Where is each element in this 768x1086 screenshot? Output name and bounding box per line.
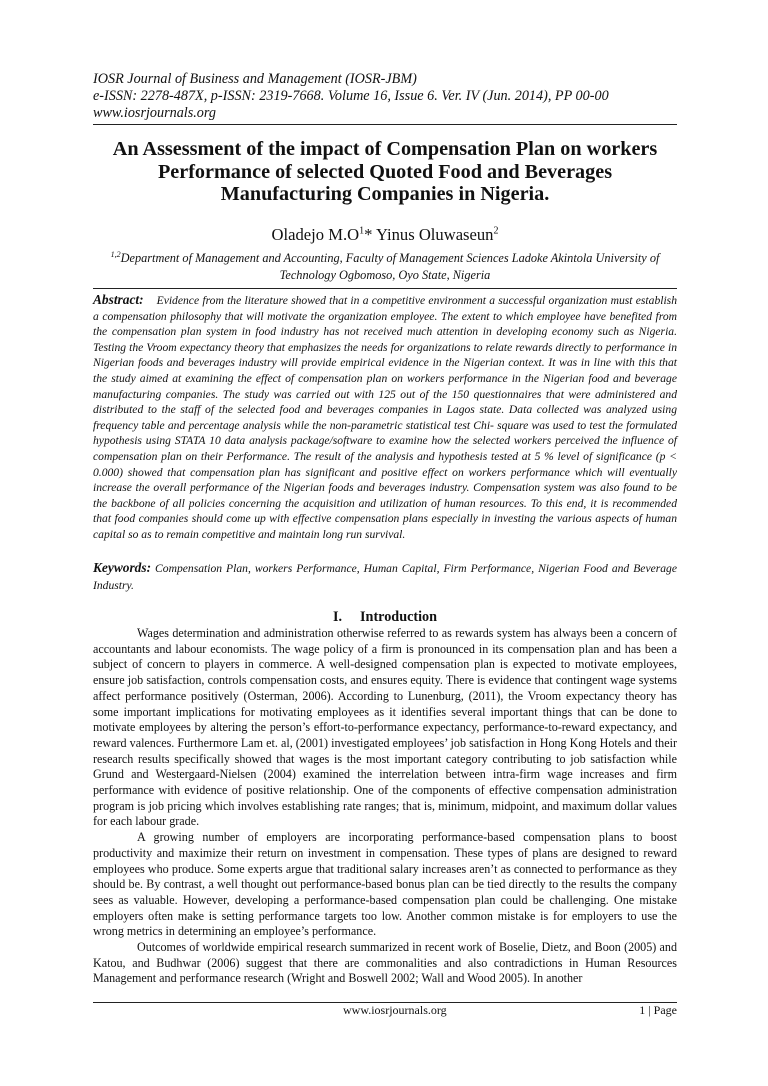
author-1-sup: 1 [359,225,365,237]
title-line-1: An Assessment of the impact of Compensation Plan on workers [112,138,658,160]
journal-header [93,71,683,122]
journal-website[interactable]: www.iosrjournals.org [93,105,216,121]
journal-name: IOSR Journal of Business and Management (IOSR-JBM) [93,71,417,87]
section-title: Introduction [360,609,438,625]
section-number: I. [332,609,343,625]
author-list [93,225,677,245]
affiliation-line-1: Department of Management and Accounting, Faculty of Management Sciences Ladoke Akintola University of [120,251,660,266]
header-rule [93,124,677,125]
title-line-3: Manufacturing Companies in Nigeria. [220,183,550,205]
issn-line: e-ISSN: 2278-487X, p-ISSN: 2319-7668. Volume 16, Issue 6. Ver. IV (Jun. 2014), PP 00-00 [93,88,609,104]
abstract [93,292,677,543]
keywords-label: Keywords: [93,560,152,575]
affiliation-sup: 1,2 [110,250,121,259]
author-2-sup: 2 [493,225,499,237]
author-2: Yinus Oluwaseun [375,225,494,244]
keywords-text: Compensation Plan, workers Performance, Human Capital, Firm Performance, Nigerian Food and Beverage Industry. [93,562,677,592]
author-1: Oladejo M.O [271,225,360,244]
paper-title [93,138,677,206]
abstract-label: Abstract: [93,292,144,307]
keywords [93,560,677,595]
body-text [93,626,677,987]
abstract-rule [93,288,677,289]
corresponding-mark: * [364,225,373,244]
affiliation-line-2: Technology Ogbomoso, Oyo State, Nigeria [279,267,491,282]
section-heading [93,609,677,626]
paragraph: Wages determination and administration otherwise referred to as rewards system has always been a concern of accountants and labour economists. The wage policy of a firm is pronounced in its compensation plan and has been a subject of concern to players in commerce. A well-designed compensation plan is expected to motivate employees, ensure job satisfaction, controls compensation costs, and ensures equity. There is evidence that contingent wage systems affect performance positively (Osterman, 2006). According to Lunenburg, (2011), the Vroom expectancy theory has some important implications for motivating employees as it identifies several important things that can be done to motivate employees by altering the person’s effort-to-performance expectancy, performance-to-reward expectancy, and reward valences. Furthermore Lam et. al, (2001) investigated employees’ job satisfaction in Hong Kong Hotels and their research results specifically showed that wages is the most important category contributing to job satisfaction while Grund and Westergaard-Nielsen (2004) examined the interrelation between intra-firm wage increases and firm performance with evidence of positive relationship. One of the components of effective compensation administration program is job pricing which involves establishing rate ranges; that is, minimum, midpoint, and maximum dollar values for each labour grade. [93,626,677,829]
title-line-2: Performance of selected Quoted Food and Beverages [157,160,613,183]
paragraph: Outcomes of worldwide empirical research summarized in recent work of Boselie, Dietz, and Boon (2005) and Katou, and Budhwar (2006) suggest that there are commonalities and also contradictions in Human Resources Management and performance research (Wright and Boswell 2002; Wall and Wood 2005). In another [93,940,677,986]
affiliation [93,247,677,283]
abstract-text: Evidence from the literature showed that in a competitive environment a successful organization must establish a compensation philosophy that will motivate the organization employee. The extent to which employee have benefited from the compensation plan system in food industry has not received much attention in developing economy such as Nigeria. Testing the Vroom expectancy theory that emphasizes the needs for organizations to relate rewards directly to performance in Nigerian foods and beverages industry will provide empirical evidence in the Nigerian context. It was in line with this that the study aimed at examining the effect of compensation plan on workers performance in the Nigerian food and beverage manufacturing companies. The study was carried out with 125 out of the 150 questionnaires that were administered and distributed to the staff of the selected food and beverages companies in Lagos state. Data collected was analyzed using frequency table and percentage analysis while the non-parametric statistical test Chi- square was used to test the formulated hypothesis using STATA 10 data analysis package/software to examine how the selected workers perceived the influence of compensation plan on their Performance. The result of the analysis and hypothesis tested at 5 % level of significance (p < 0.000) showed that compensation plan has significant and positive effect on workers performance which will eventually increase the overall performance of the Nigerian foods and beverages industry. Compensation system was also found to be the backbone of all policies concerning the acquisition and utilization of human resources. To this end, it is recommended that food companies should come up with effective compensation plans especially in investing the various aspects of human capital so as to remain competitive and maintain long run survival. [93,294,677,541]
paragraph: A growing number of employers are incorporating performance-based compensation plans to boost productivity and maximize their return on investment in compensation. These types of plans are designed to reward employees who produce. Some experts argue that traditional salary increases aren’t as connected to performance as they should be. By contrast, a well thought out performance-based bonus plan can be tied directly to the results the company sees as valuable. However, developing a performance-based compensation plan could be challenging. One mistake employers often make is setting performance targets too low. Another common mistake is for employers to use the wrong metrics in determining an employee’s performance. [93,830,677,939]
footer-url[interactable]: www.iosrjournals.org [343,1003,447,1017]
page-number: 1 | Page [639,1003,677,1017]
